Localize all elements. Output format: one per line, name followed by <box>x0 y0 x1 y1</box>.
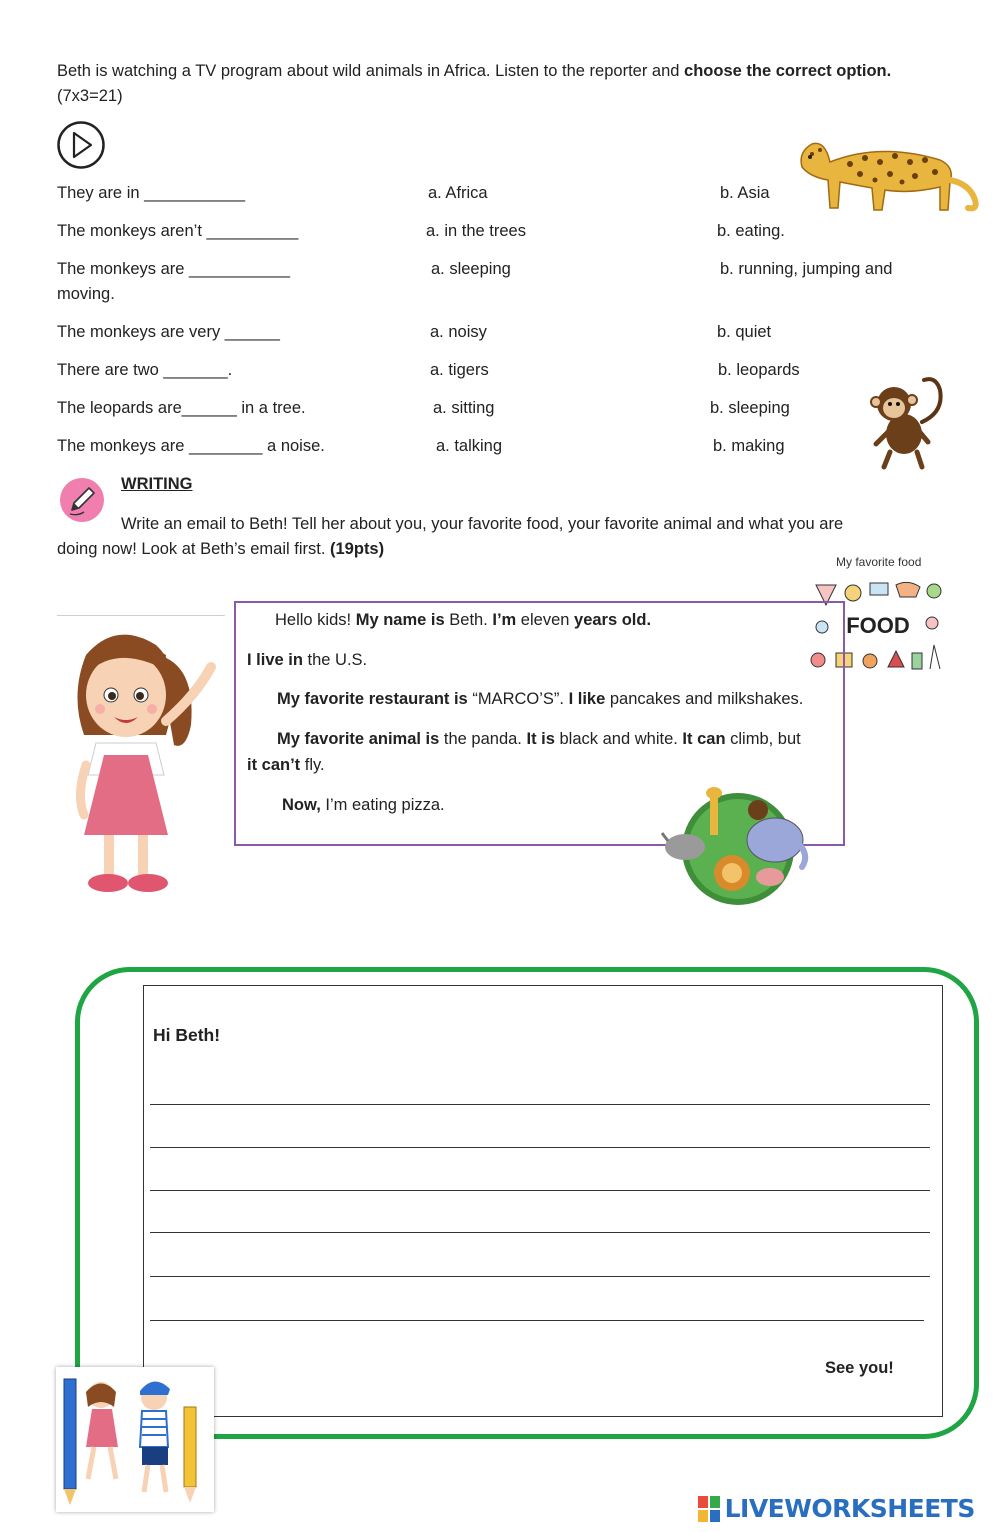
leopard-illustration <box>790 122 985 217</box>
separator-line <box>57 615 225 616</box>
intro-sentence: Beth is watching a TV program about wild animals in Africa. Listen to the reporter and <box>57 62 685 80</box>
email-line-3: My favorite restaurant is “MARCO’S”. I like pancakes and milkshakes. <box>277 690 804 708</box>
option-b[interactable]: b. running, jumping and <box>720 260 893 278</box>
question-prompt: The monkeys are ___________ <box>57 260 290 278</box>
audio-play-button[interactable] <box>56 120 106 170</box>
option-a[interactable]: a. Africa <box>428 184 488 202</box>
answer-line[interactable] <box>150 1320 924 1321</box>
email-line-5: it can’t fly. <box>247 756 325 774</box>
answer-line[interactable] <box>150 1190 930 1191</box>
intro-bold: choose the correct option. <box>684 62 892 80</box>
option-b[interactable]: b. making <box>713 437 785 455</box>
liveworksheets-logo <box>698 1494 975 1523</box>
reply-box <box>143 985 943 1417</box>
kids-illustration-frame <box>56 1367 214 1512</box>
option-b[interactable]: b. eating. <box>717 222 785 240</box>
liveworksheets-mark-icon <box>698 1496 720 1522</box>
question-prompt-continued: moving. <box>57 285 115 303</box>
zoo-animals-illustration <box>660 785 815 907</box>
girl-illustration <box>56 625 226 900</box>
intro-text <box>57 59 957 109</box>
email-line-4: My favorite animal is the panda. It is black and white. It can climb, but <box>277 730 801 748</box>
writing-points: (19pts) <box>330 540 385 558</box>
answer-line[interactable] <box>150 1232 930 1233</box>
question-prompt: They are in ___________ <box>57 184 246 202</box>
writing-title: WRITING <box>121 475 193 493</box>
question-prompt: The monkeys aren’t __________ <box>57 222 299 240</box>
option-a[interactable]: a. noisy <box>430 323 487 341</box>
option-b[interactable]: b. quiet <box>717 323 772 341</box>
writing-instructions-line2: doing now! Look at Beth’s email first. <box>57 540 331 558</box>
option-a[interactable]: a. sleeping <box>431 260 511 278</box>
answer-line[interactable] <box>150 1276 930 1277</box>
email-line-6: Now, I’m eating pizza. <box>282 796 445 814</box>
writing-instructions <box>57 512 957 562</box>
kids-pencils-illustration <box>56 1367 214 1512</box>
question-prompt: There are two _______. <box>57 361 233 379</box>
email-line-1: Hello kids! My name is Beth. I’m eleven years old. <box>275 611 652 629</box>
answer-line[interactable] <box>150 1147 930 1148</box>
intro-points: (7x3=21) <box>57 87 123 105</box>
option-a[interactable]: a. talking <box>436 437 503 455</box>
option-a[interactable]: a. sitting <box>433 399 495 417</box>
writing-instructions-line1: Write an email to Beth! Tell her about you, your favorite food, your favorite animal and what you are <box>121 515 844 533</box>
monkey-illustration <box>862 372 947 470</box>
option-b[interactable]: b. sleeping <box>710 399 790 417</box>
play-icon <box>56 120 106 170</box>
option-b[interactable]: b. Asia <box>720 184 770 202</box>
email-line-2: I live in the U.S. <box>247 651 368 669</box>
option-a[interactable]: a. in the trees <box>426 222 526 240</box>
liveworksheets-text: LIVEWORKSHEETS <box>724 1494 975 1523</box>
question-prompt: The monkeys are very ______ <box>57 323 280 341</box>
food-logo-text: FOOD <box>846 613 910 638</box>
option-b[interactable]: b. leopards <box>718 361 800 379</box>
reply-closing: See you! <box>825 1359 894 1377</box>
answer-line[interactable] <box>150 1104 930 1105</box>
reply-greeting: Hi Beth! <box>153 1025 221 1045</box>
question-prompt: The monkeys are ________ a noise. <box>57 437 325 455</box>
question-prompt: The leopards are______ in a tree. <box>57 399 306 417</box>
option-a[interactable]: a. tigers <box>430 361 489 379</box>
food-caption: My favorite food <box>836 555 922 569</box>
